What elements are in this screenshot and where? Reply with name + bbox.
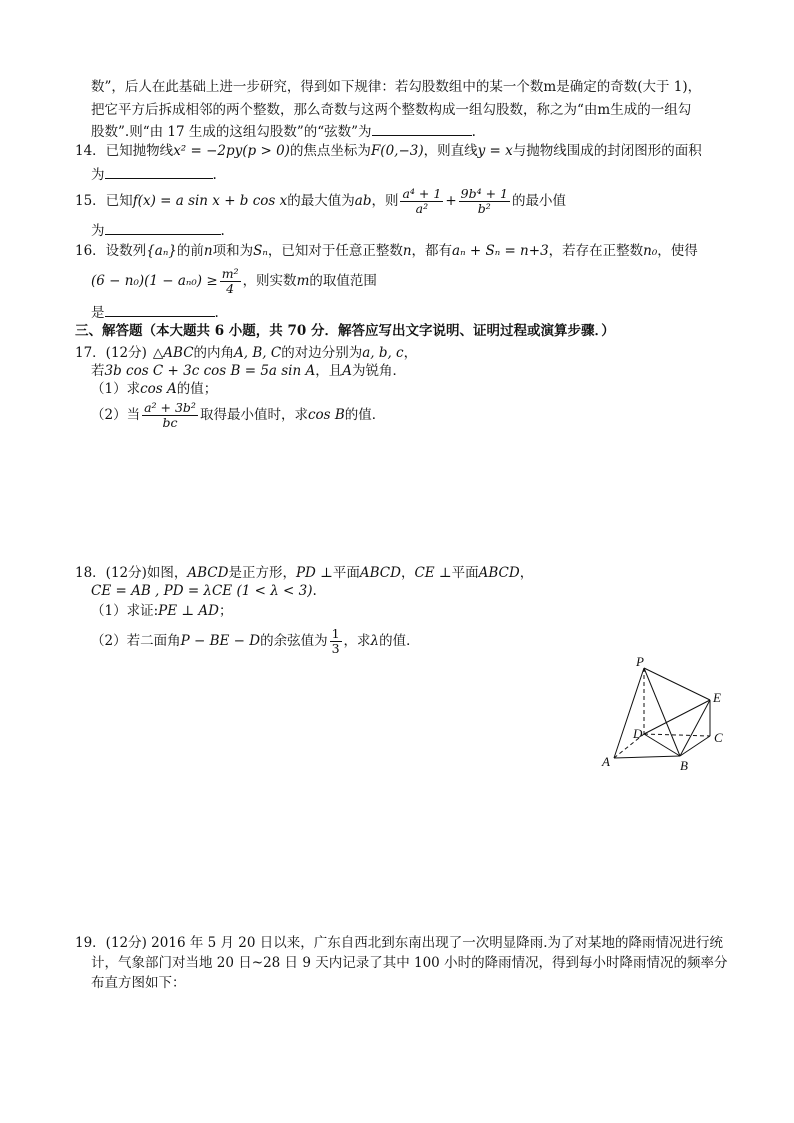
p13-end: .	[471, 124, 476, 140]
p18-q2-text: 的余弦值为	[260, 633, 328, 649]
side-names: a, b, c	[362, 345, 404, 361]
inequality-expression: (6 − n₀)(1 − aₙ₀) ≥	[91, 273, 218, 289]
label-E: E	[713, 690, 721, 705]
pyramid-figure	[596, 652, 740, 774]
fraction-numerator: m²	[221, 266, 239, 281]
sequence-symbol: {aₙ}	[146, 243, 177, 259]
p15-text: 的最小值	[511, 193, 566, 209]
condition-equation: 3b cos C + 3c cos B = 5a sin A	[104, 363, 316, 379]
fraction-one-third	[330, 627, 342, 656]
edge-DC	[644, 734, 710, 736]
p14-line2	[91, 164, 217, 184]
variable-n: n	[203, 243, 213, 259]
p16-text: 的前	[176, 243, 204, 259]
variable-n0: n₀	[643, 243, 658, 259]
p18-q1-text: ；	[218, 603, 233, 619]
p15-end: .	[220, 223, 225, 239]
p14-line1	[75, 142, 702, 160]
fraction-denominator: 4	[226, 281, 235, 296]
p16-end: .	[214, 305, 219, 321]
fraction-numerator: 9b⁴ + 1	[460, 186, 508, 201]
sequence-relation: aₙ + Sₙ = n+3	[452, 243, 549, 259]
p16-label: 16．设数列	[75, 243, 147, 259]
p13-text: 股数”.则“由 17 生成的这组勾股数”的“弦数”为	[91, 124, 372, 140]
p17-text: 若	[91, 363, 105, 379]
p19-line2: 计，气象部门对当地 20 日~28 日 9 天内记录了其中 100 小时的降雨情况，得到每小时降雨情况的频率分	[91, 955, 728, 971]
p18-text: 平面	[332, 565, 360, 581]
p18-text: ，	[519, 565, 534, 581]
perpendicular-expression: PD ⊥	[295, 565, 333, 581]
fraction-numerator: a² + 3b²	[144, 400, 196, 415]
p17-q2-text: 取得最小值时，求	[199, 407, 308, 423]
p16-line3	[91, 302, 219, 322]
p17-q1	[91, 380, 217, 398]
sum-symbol: Sₙ	[253, 243, 268, 259]
p18-text: ，	[400, 565, 415, 581]
p16-text: ，若存在正整数	[548, 243, 644, 259]
label-P: P	[636, 654, 644, 669]
variable-lambda: λ	[370, 633, 380, 649]
answer-blank	[372, 121, 472, 136]
p17-q1-text: （1）求	[91, 381, 141, 397]
fraction-2	[459, 187, 510, 216]
edge-PB	[644, 668, 680, 756]
p18-text: 平面	[451, 565, 479, 581]
p18-end: .	[312, 583, 317, 599]
p17-text: ，	[403, 345, 418, 361]
perpendicular-claim: PE ⊥ AD	[158, 603, 219, 619]
p16-text: 的取值范围	[309, 273, 377, 289]
parabola-equation: x² = −2py(p > 0)	[173, 143, 290, 159]
p14-text: ，则直线	[423, 143, 478, 159]
p19-line3: 布直方图如下：	[91, 975, 186, 991]
p13-line3	[91, 121, 476, 141]
fraction-numerator: a⁴ + 1	[402, 186, 442, 201]
p14-end: .	[212, 167, 217, 183]
variable-A: A	[342, 363, 352, 379]
triangle-symbol: △ABC	[152, 345, 194, 361]
p14-label: 14．已知抛物线	[75, 143, 174, 159]
p17-text: ，且	[315, 363, 343, 379]
p18-q2	[91, 624, 420, 658]
p18-q1-text: （1）求证:	[91, 603, 159, 619]
p14-text: 的焦点坐标为	[289, 143, 371, 159]
angle-names: A, B, C	[234, 345, 282, 361]
p17-line1	[75, 344, 417, 362]
p18-q2-text: （2）若二面角	[91, 633, 181, 649]
p17-q2	[91, 398, 385, 432]
p17-label: 17．(12分)	[75, 345, 147, 361]
p14-text: 与抛物线围成的封闭图形的面积	[512, 143, 702, 159]
fraction-denominator: bc	[162, 415, 178, 430]
fraction-denominator: a²	[415, 201, 429, 216]
edge-AB	[614, 756, 680, 758]
fraction-numerator: 1	[331, 626, 340, 641]
p16-text: 项和为	[212, 243, 254, 259]
section-heading: 三、解答题（本大题共 6 小题，共 70 分．解答应写出文字说明、证明过程或演算步骤．）	[75, 323, 615, 339]
fraction-1	[400, 187, 443, 216]
p16-text: ，都有	[411, 243, 453, 259]
focus-coordinate: F(0,−3)	[370, 143, 424, 159]
edge-PA	[614, 668, 644, 758]
answer-blank	[105, 220, 221, 235]
p15-text: 的最大值为	[287, 193, 355, 209]
cosA-expression: cos A	[140, 381, 177, 397]
p16-text: ，已知对于任意正整数	[267, 243, 403, 259]
p16-text: ，使得	[657, 243, 698, 259]
p18-label: 18．(12分)如图，	[75, 565, 188, 581]
condition-expression: CE = AB , PD = λCE (1 < λ < 3)	[91, 583, 313, 599]
p16-line1	[75, 242, 698, 260]
p15-line2	[91, 220, 225, 240]
p15-label: 15．已知	[75, 193, 133, 209]
p14-text: 为	[91, 167, 105, 183]
variable-m: m	[296, 273, 310, 289]
max-value-expression: ab	[354, 193, 372, 209]
p16-text: 是	[91, 305, 105, 321]
edge-PE	[644, 668, 710, 700]
p18-q1	[91, 602, 232, 620]
label-B: B	[680, 758, 688, 773]
label-D: D	[633, 726, 643, 741]
p18-line1	[75, 564, 533, 582]
fraction-expression	[142, 401, 198, 430]
p19-line1: 19．(12分) 2016 年 5 月 20 日以来，广东自西北到东南出现了一次明显降雨.为了对某地的降雨情况进行统	[75, 935, 724, 951]
edge-CB	[680, 736, 710, 756]
p16-line2	[91, 266, 377, 296]
square-name: ABCD	[478, 565, 520, 581]
p13-line1: 数”，后人在此基础上进一步研究，得到如下规律：若勾股数组中的某一个数m是确定的奇数(大于 1)，	[91, 79, 702, 95]
p18-q2-text: ，求	[343, 633, 371, 649]
dihedral-angle: P − BE − D	[180, 633, 261, 649]
p17-text: 的对边分别为	[281, 345, 363, 361]
function-expression: f(x) = a sin x + b cos x	[132, 193, 288, 209]
answer-blank	[105, 164, 213, 179]
p15-text: 为	[91, 223, 105, 239]
edge-EB	[680, 700, 710, 756]
p15-text: ，则	[371, 193, 399, 209]
square-name: ABCD	[359, 565, 401, 581]
cosB-expression: cos B	[307, 407, 345, 423]
fraction-m2-over-4	[220, 267, 241, 296]
p16-text: ，则实数	[242, 273, 297, 289]
p18-line2	[91, 582, 317, 600]
variable-n: n	[402, 243, 412, 259]
p18-text: 是正方形，	[228, 565, 296, 581]
p15-line1	[75, 186, 566, 216]
p17-text: 为锐角．	[351, 363, 406, 379]
label-C: C	[714, 730, 723, 745]
p17-line2	[91, 362, 406, 380]
fraction-denominator: b²	[477, 201, 491, 216]
p17-q2-text: （2）当	[91, 407, 141, 423]
fraction-denominator: 3	[331, 641, 340, 656]
p13-line2: 把它平方后拆成相邻的两个整数，那么奇数与这两个整数构成一组勾股数，称之为“由m生成的一组勾	[91, 102, 692, 118]
line-equation: y = x	[477, 143, 513, 159]
p17-q2-text: 的值．	[344, 407, 386, 423]
p17-text: 的内角	[193, 345, 235, 361]
perpendicular-expression: CE ⊥	[414, 565, 452, 581]
edge-DB	[644, 734, 680, 756]
answer-blank	[105, 302, 215, 317]
p17-q1-text: 的值；	[176, 381, 218, 397]
label-A: A	[602, 754, 610, 769]
plus-sign: +	[445, 193, 457, 209]
square-name: ABCD	[187, 565, 229, 581]
p18-q2-text: 的值．	[379, 633, 420, 649]
edge-DE	[644, 700, 710, 734]
